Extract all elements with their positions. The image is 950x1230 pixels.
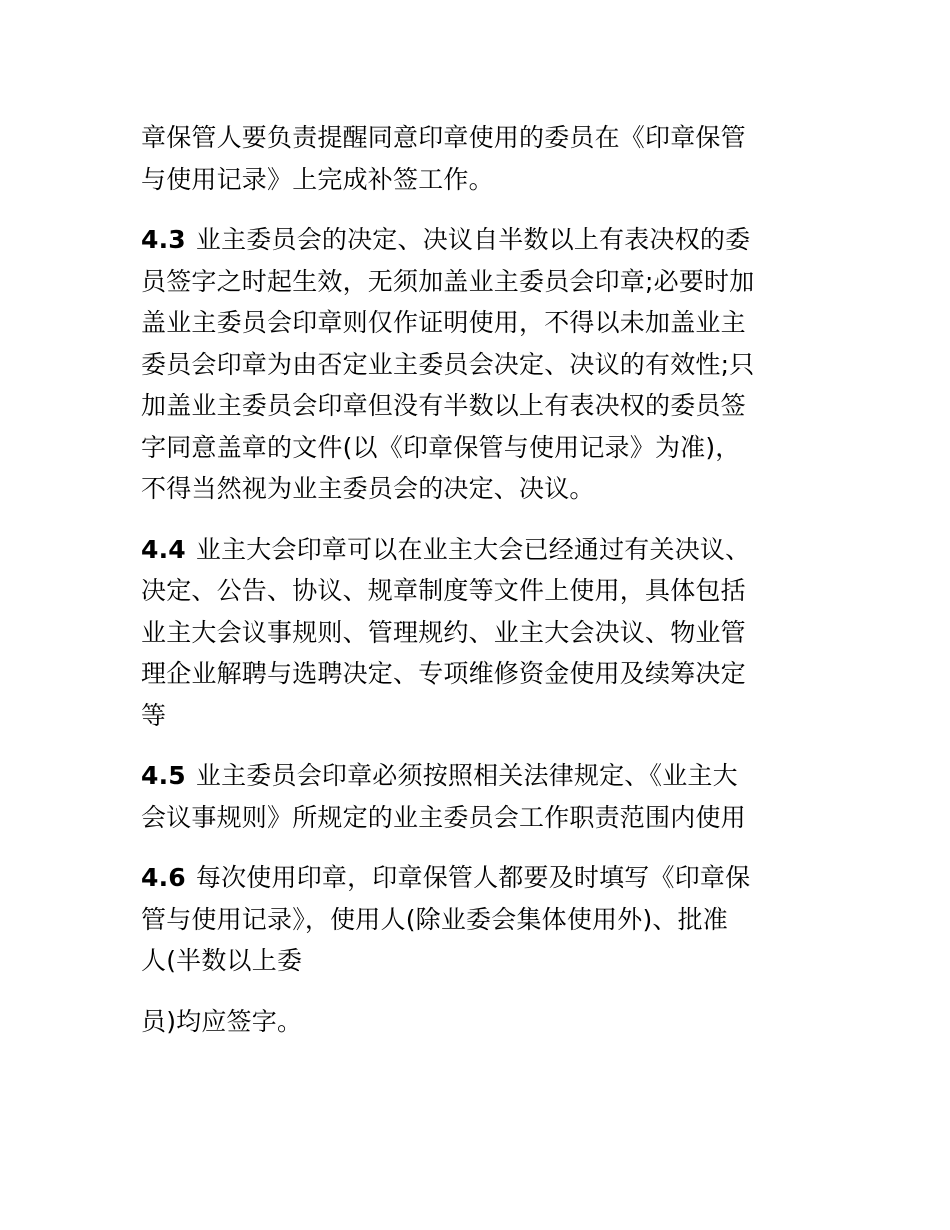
text-line: 章保管人要负责提醒同意印章使用的委员在《印章保管 xyxy=(141,123,746,152)
section-number: 4.3 xyxy=(141,225,186,254)
text-line: 决定、公告、协议、规章制度等文件上使用，具体包括 xyxy=(141,576,746,605)
text-line: 理企业解聘与选聘决定、专项维修资金使用及续筹决定 xyxy=(141,659,746,688)
text-line xyxy=(141,857,806,899)
text-line: 不得当然视为业主委员会的决定、决议。 xyxy=(141,474,595,503)
text-line-content: 业主委员会的决定、决议自半数以上有表决权的委 xyxy=(195,225,751,254)
paragraph-4-5 xyxy=(141,755,806,838)
text-line: 等 xyxy=(141,700,167,730)
text-line: 委员会印章为由否定业主委员会决定、决议的有效性;只 xyxy=(141,349,755,379)
paragraph-continuation xyxy=(141,117,806,200)
paragraph-4-4 xyxy=(141,529,806,737)
text-line xyxy=(141,529,806,571)
section-number: 4.5 xyxy=(141,761,186,790)
section-number: 4.6 xyxy=(141,863,186,892)
section-number: 4.4 xyxy=(141,534,186,564)
paragraph-4-3 xyxy=(141,219,806,510)
text-line: 字同意盖章的文件(以《印章保管与使用记录》为准)， xyxy=(141,432,741,462)
text-line: 员)均应签字。 xyxy=(141,1006,303,1036)
text-line: 管与使用记录》，使用人(除业委会集体使用外)、批准 xyxy=(141,904,729,934)
text-line-content: 业主大会印章可以在业主大会已经通过有关决议、 xyxy=(195,534,751,564)
text-line: 与使用记录》上完成补签工作。 xyxy=(141,164,494,194)
text-line: 人(半数以上委 xyxy=(141,946,303,975)
text-line: 员签字之时起生效，无须加盖业主委员会印章;必要时加 xyxy=(141,266,755,296)
text-line-content: 业主委员会印章必须按照相关法律规定、《业主大 xyxy=(195,761,738,790)
text-line xyxy=(141,219,806,261)
text-line: 会议事规则》所规定的业主委员会工作职责范围内使用 xyxy=(141,802,746,832)
text-line xyxy=(141,755,806,797)
text-line: 加盖业主委员会印章但没有半数以上有表决权的委员签 xyxy=(141,391,746,420)
text-line: 业主大会议事规则、管理规约、业主大会决议、物业管 xyxy=(141,617,746,647)
document-page xyxy=(141,117,806,1042)
text-line: 盖业主委员会印章则仅作证明使用，不得以未加盖业主 xyxy=(141,308,746,337)
text-line-content: 每次使用印章，印章保管人都要及时填写《印章保 xyxy=(195,863,751,892)
paragraph-4-6 xyxy=(141,857,806,982)
paragraph-4-6-continuation xyxy=(141,1001,806,1043)
